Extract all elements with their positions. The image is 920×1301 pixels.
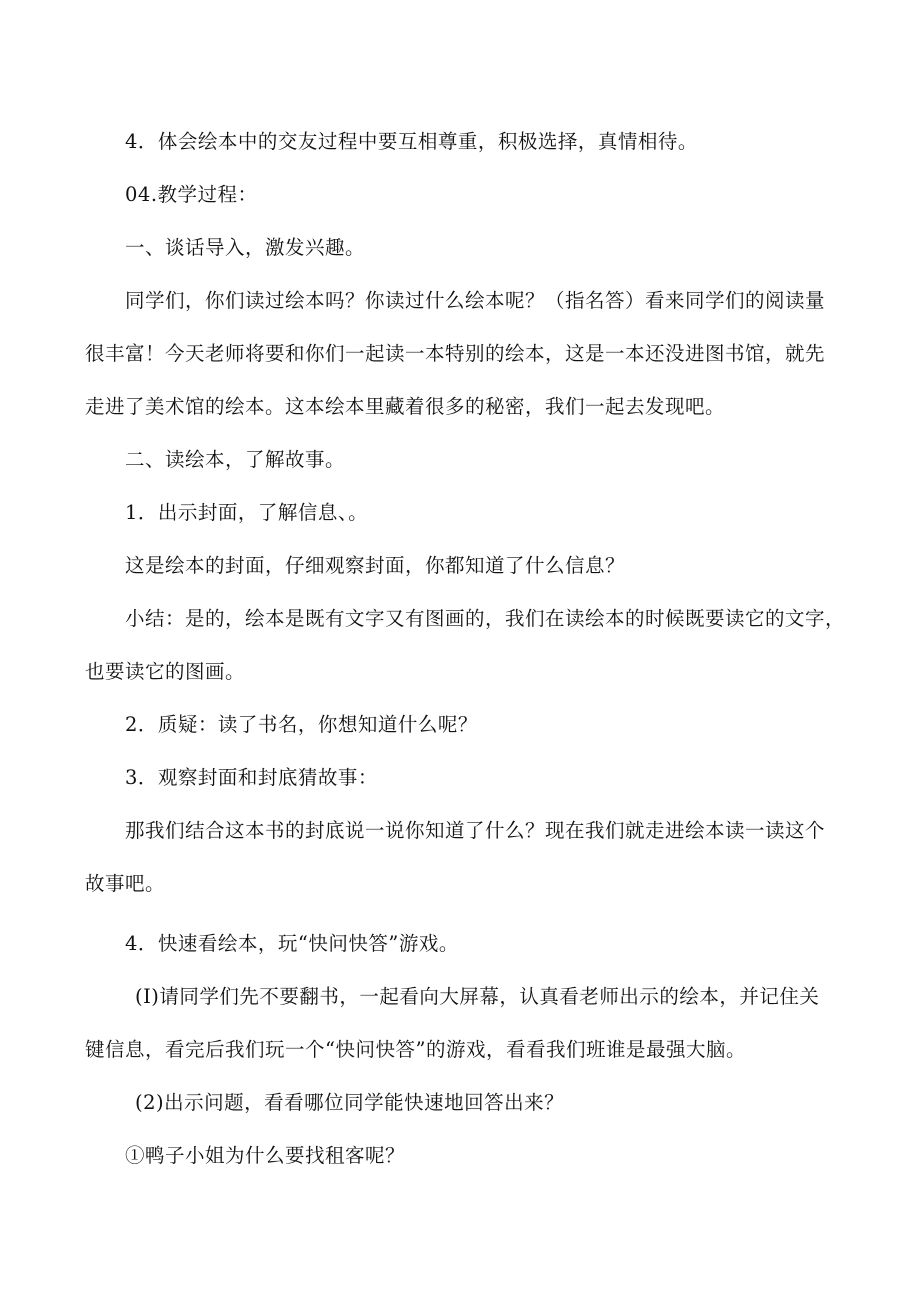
paragraph-intro-line-3: 走进了美术馆的绘本。这本绘本里藏着很多的秘密，我们一起去发现吧。 xyxy=(85,395,726,418)
sub-item-2: (2)出示问题，看看哪位同学能快速地回答出来？ xyxy=(135,1091,565,1114)
goal-4-line: 4．体会绘本中的交友过程中要互相尊重，积极选择，真情相待。 xyxy=(125,130,698,153)
step-1-heading: 一、谈话导入，激发兴趣。 xyxy=(125,236,366,259)
paragraph-back-cover-line-2: 故事吧。 xyxy=(85,872,166,895)
sub-item-1-line-1: (I)请同学们先不要翻书，一起看向大屏幕，认真看老师出示的绘本，并记住关 xyxy=(135,985,820,1008)
sub-item-1-line-2: 键信息，看完后我们玩一个“快问快答”的游戏，看看我们班谁是最强大脑。 xyxy=(85,1038,746,1061)
section-heading-teaching-process: 04.教学过程： xyxy=(125,183,258,206)
item-3-observe-cover: 3．观察封面和封底猜故事： xyxy=(125,766,378,789)
paragraph-summary-line-1: 小结：是的，绘本是既有文字又有图画的，我们在读绘本的时候既要读它的文字， xyxy=(125,607,846,630)
paragraph-intro-line-1: 同学们，你们读过绘本吗？你读过什么绘本呢？（指名答）看来同学们的阅读量 xyxy=(125,289,826,312)
paragraph-back-cover-line-1: 那我们结合这本书的封底说一说你知道了什么？现在我们就走进绘本读一读这个 xyxy=(125,819,826,842)
item-1-show-cover: 1．出示封面，了解信息、。 xyxy=(125,501,369,524)
question-1: ①鸭子小姐为什么要找租客呢？ xyxy=(125,1144,406,1167)
paragraph-intro-line-2: 很丰富！今天老师将要和你们一起读一本特别的绘本，这是一本还没进图书馆，就先 xyxy=(85,342,826,365)
paragraph-summary-line-2: 也要读它的图画。 xyxy=(85,660,246,683)
item-4-quick-read: 4．快速看绘本，玩“快问快答”游戏。 xyxy=(125,932,459,955)
paragraph-cover-question: 这是绘本的封面，仔细观察封面，你都知道了什么信息？ xyxy=(125,554,626,577)
step-2-heading: 二、读绘本，了解故事。 xyxy=(125,448,346,471)
item-2-question: 2．质疑：读了书名，你想知道什么呢？ xyxy=(125,713,478,736)
